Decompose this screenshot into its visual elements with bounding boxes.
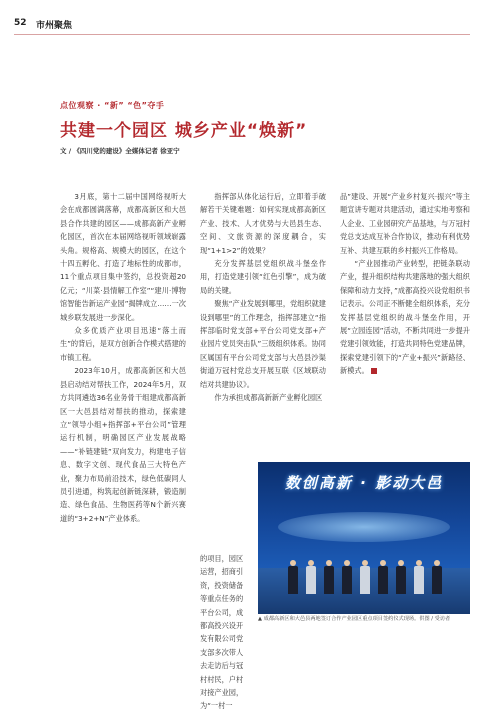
paragraph: 作为承担成都高新新产业孵化园区 <box>214 393 323 403</box>
article-byline: 文 / 《四川党的建设》全媒体记者 徐亚宁 <box>60 147 180 155</box>
body-column-2 <box>200 190 326 405</box>
person-figure <box>396 560 406 594</box>
page-header <box>14 18 470 32</box>
paragraph: 聚焦“产业发展到哪里，党组织就建设到哪里”的工作理念，指挥部建立“指挥部临时党支部+平台公司党支部+产业园片党员突击队”三级组织体系。协同区属国有平台公司党支部与大邑县沙渠街道万冠村党总支开展互联《区域联动结对共建协议》。 <box>200 299 326 389</box>
section-title: 市州聚焦 <box>36 21 73 31</box>
person-figure <box>414 560 424 594</box>
paragraph: 2023年10月，成都高新区和大邑县启动结对帮扶工作，2024年5月，双方共同遴选36名业务骨干组建成都高新区一大邑县结对帮扶的推动，探索建立“领导小组+指挥部+平台公司”管理运行机制，明确园区产业发展战略——“补链建链”双向发力，构建电子信息、数字文创、现代食品三大特色产业，聚力布局前沿技术，绿色低碳同人员引进通，构筑起创新链深耕，锻造制造、绿色食品、生物医药等N个新兴赛道的“3+2+N”产业体系。 <box>60 366 186 523</box>
person-figure <box>378 560 388 594</box>
paragraph-text: “产业园推动产业转型，把链条联动产业，提升组织结构共建落地的强大组织保障和动力支持，”成都高投兴设党组织书记表示。公司正不断健全组织体系，充分发挥基层党组织的战斗堡垒作用，开展“立园连园”活动，不断共同进一步提升党建引领效能，打造共同特色党建品牌，探索党建引领下的“产业+振兴”新路径、新模式。 <box>340 259 470 376</box>
photo-caption: ▲ 成都高新区和大邑县两地签订合作产业园区重点项目签约仪式现场。供图 / 受访者 <box>258 616 451 622</box>
person-figure <box>360 560 370 594</box>
body-column-1 <box>60 190 186 525</box>
person-figure <box>432 560 442 594</box>
event-photo <box>258 462 470 614</box>
paragraph: 3月底，第十二届中国网络视听大会在成都圆满落幕，成都高新区和大邑县合作共建的园区——成都高新产业孵化园区，首次在本届网络视听领域崭露头角。规格高、规模大的园区，在这个十四五孵化、打造了地标性的成都市，11个重点项目集中签约，总投资超20亿元；“川菜·县情解工作室”“建川·博物馆智能告新运产业园”揭牌成立……一次城乡联发展进一步深化。 <box>60 192 186 322</box>
page-number: 52 <box>14 18 27 28</box>
person-figure <box>342 560 352 594</box>
person-figure <box>306 560 316 594</box>
paragraph: 品”建设、开展“产业乡村复兴·振兴”等主题宣讲专题对共建活动，通过实地考察和人企业、工业园研究产品基地，与万冠村党总支达成互补合作协议，推动有利优势互补、共建互联的乡村振兴工作格局。 <box>340 192 470 255</box>
photo-banner-text: 数创高新 · 影动大邑 <box>284 474 444 492</box>
person-figure <box>288 560 298 594</box>
paragraph: 众多优质产业项目迅速“落土而生”的背后，是双方创新合作模式搭建的市镇工程。 <box>60 326 186 362</box>
article-kicker: 点位观察 · “新” “色”夺手 <box>60 101 165 110</box>
paragraph <box>340 257 470 378</box>
body-column-3 <box>340 190 470 378</box>
stage-light <box>278 512 450 542</box>
paragraph: 指挥部从体化运行后，立即着手破解若干关键难题：如何实现成都高新区产业、技术、人才优势与大邑县生态、空间、文旅资源的深度耦合，实现“1+1>2”的效果？ <box>200 192 326 255</box>
header-rule <box>14 34 470 35</box>
end-mark-icon <box>371 368 377 374</box>
paragraph: 充分发挥基层党组织战斗堡垒作用，打造党建引领“红色引擎”，成为破局的关键。 <box>200 259 326 295</box>
person-figure <box>324 560 334 594</box>
article-title: 共建一个园区 城乡产业“焕新” <box>60 121 308 141</box>
body-column-2-continued: 的项目，园区运营，招商引资，投资储备等重点任务的平台公司，成都高投兴设开发有限公司党支部多次带人去走访后与冠村村民，户村对接产业园，为“一村一 <box>200 554 244 711</box>
